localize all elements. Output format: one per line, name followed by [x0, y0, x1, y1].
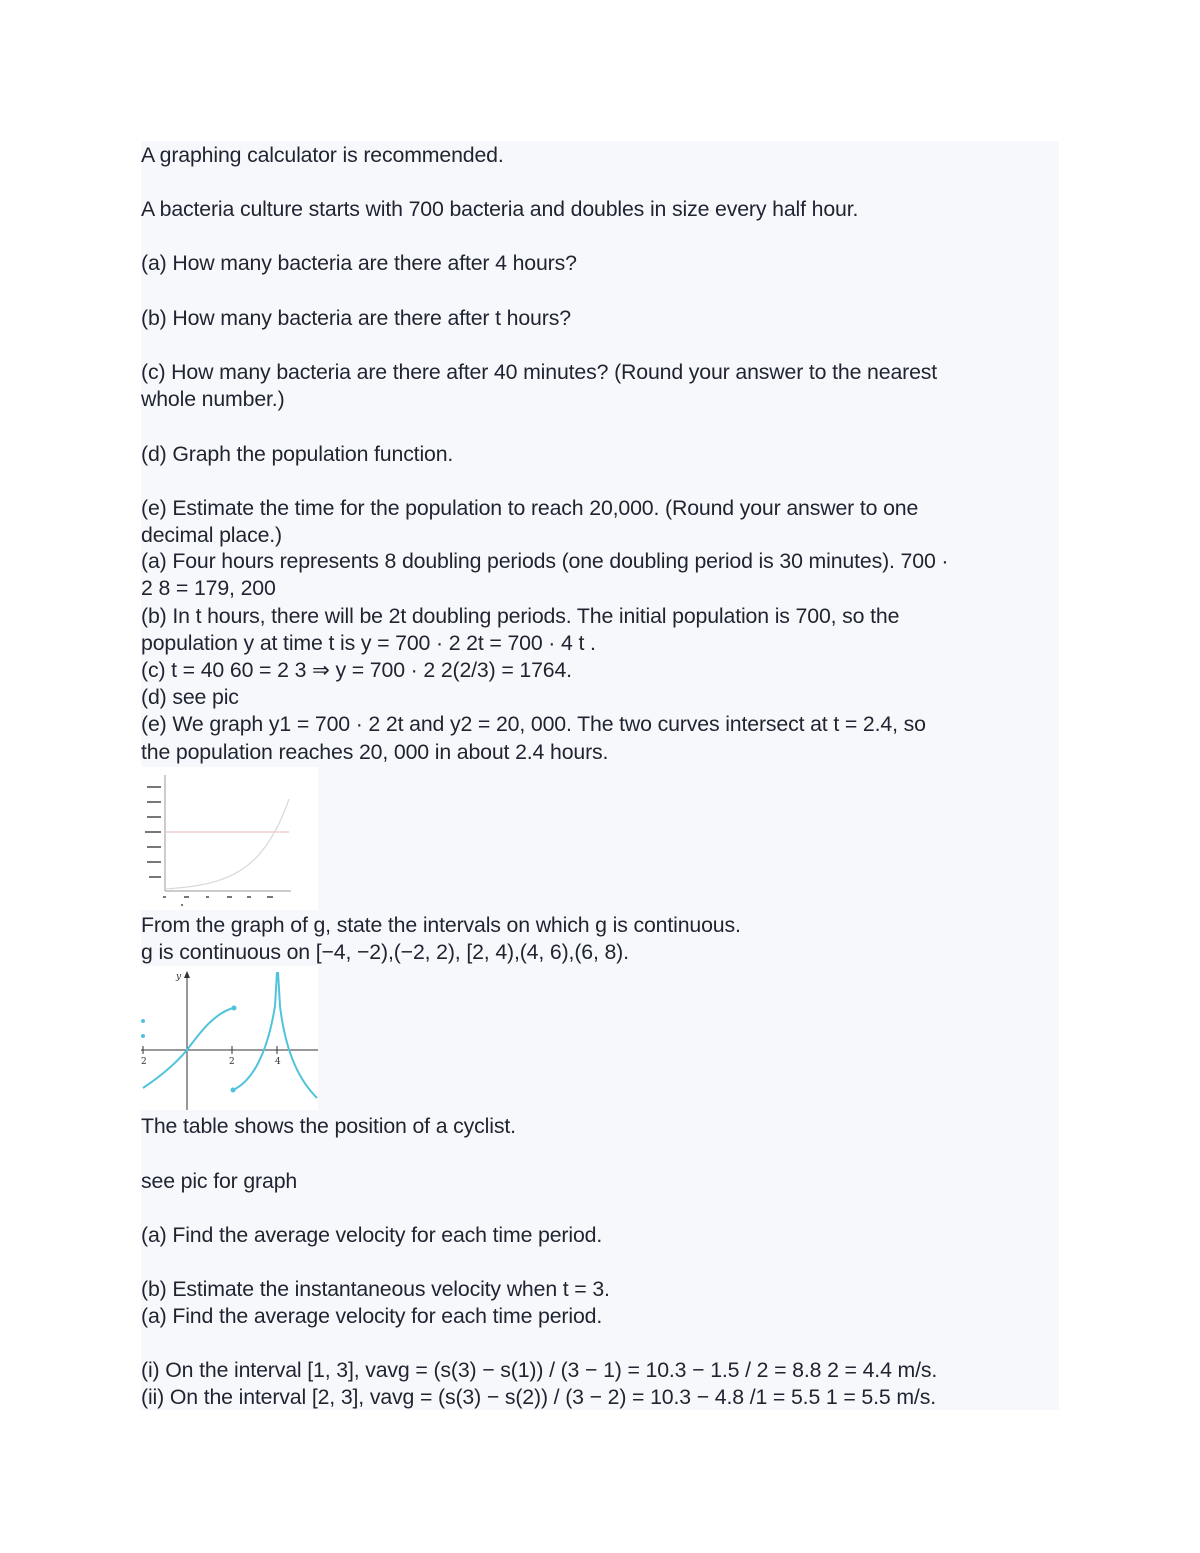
g-point	[141, 1019, 145, 1023]
x-tick-label	[206, 896, 209, 898]
text-line: (a) Find the average velocity for each time period.	[141, 1223, 603, 1247]
y-tick-label	[147, 816, 161, 818]
x-tick-label: 2	[229, 1057, 235, 1067]
population-graph-figure	[141, 767, 318, 910]
text-line: From the graph of g, state the intervals on which g is continuous.	[141, 913, 741, 937]
y-axis-label: y	[176, 972, 182, 982]
y-tick-label	[147, 801, 161, 803]
text-line: (e) We graph y1 = 700 · 2 2t and y2 = 20, 000. The two curves intersect at t = 2.4, so	[141, 712, 926, 736]
g-endpoint	[232, 1006, 237, 1011]
x-axis-label	[181, 904, 183, 906]
x-tick-label: 4	[275, 1057, 281, 1067]
x-tick-label	[163, 896, 166, 898]
text-line: (b) In t hours, there will be 2t doubling periods. The initial population is 700, so the	[141, 604, 900, 628]
text-line: A graphing calculator is recommended.	[141, 143, 504, 167]
y-tick-label	[149, 876, 161, 878]
text-line: decimal place.)	[141, 523, 282, 547]
text-line: the population reaches 20, 000 in about 2.4 hours.	[141, 740, 609, 764]
y-tick-label	[147, 846, 161, 848]
text-line: (b) How many bacteria are there after t hours?	[141, 306, 571, 330]
x-tick-label	[267, 896, 273, 898]
text-line: (e) Estimate the time for the population to reach 20,000. (Round your answer to one	[141, 496, 919, 520]
text-line: 2 8 = 179, 200	[141, 576, 276, 600]
text-line: (a) Find the average velocity for each time period.	[141, 1304, 603, 1328]
population-curve	[165, 799, 289, 889]
g-curve-segment	[233, 972, 277, 1090]
text-line: (ii) On the interval [2, 3], vavg = (s(3) − s(2)) / (3 − 2) = 10.3 − 4.8 /1 = 5.5 1 = 5.5 m/s.	[141, 1385, 936, 1409]
text-line: (c) How many bacteria are there after 40 minutes? (Round your answer to the nearest	[141, 360, 938, 384]
g-graph	[141, 966, 318, 1110]
y-tick-label	[145, 831, 161, 833]
y-axis-arrow	[184, 971, 190, 978]
text-line: (i) On the interval [1, 3], vavg = (s(3) − s(1)) / (3 − 1) = 10.3 − 1.5 / 2 = 8.8 2 = 4.4 m/s.	[141, 1358, 938, 1382]
text-line: (a) Four hours represents 8 doubling periods (one doubling period is 30 minutes). 700 ·	[141, 549, 949, 573]
text-line: (c) t = 40 60 = 2 3 ⇒ y = 700 · 2 2(2/3) = 1764.	[141, 658, 572, 682]
text-line: population y at time t is y = 700 · 2 2t = 700 · 4 t .	[141, 631, 596, 655]
g-graph-figure	[141, 966, 318, 1110]
g-curve-segment	[278, 972, 317, 1098]
text-line: g is continuous on [−4, −2),(−2, 2), [2, 4),(4, 6),(6, 8).	[141, 940, 629, 964]
g-point	[141, 1034, 145, 1038]
text-line: (d) Graph the population function.	[141, 442, 454, 466]
text-line: (a) How many bacteria are there after 4 hours?	[141, 251, 577, 275]
text-line: The table shows the position of a cyclist.	[141, 1114, 516, 1138]
x-tick-label	[227, 896, 232, 898]
g-curve-segment	[143, 1008, 233, 1088]
y-tick-labels	[145, 786, 161, 878]
y-tick-label	[147, 786, 161, 788]
x-tick-label	[247, 896, 251, 898]
text-line: see pic for graph	[141, 1169, 298, 1193]
y-tick-label	[147, 861, 161, 863]
text-line: A bacteria culture starts with 700 bacteria and doubles in size every half hour.	[141, 197, 859, 221]
population-graph	[141, 767, 318, 910]
x-tick-labels	[163, 896, 273, 906]
text-line: whole number.)	[141, 387, 285, 411]
text-line: (b) Estimate the instantaneous velocity when t = 3.	[141, 1277, 610, 1301]
x-tick-label: 2	[141, 1057, 147, 1067]
x-tick-label	[184, 896, 189, 898]
text-line: (d) see pic	[141, 685, 239, 709]
